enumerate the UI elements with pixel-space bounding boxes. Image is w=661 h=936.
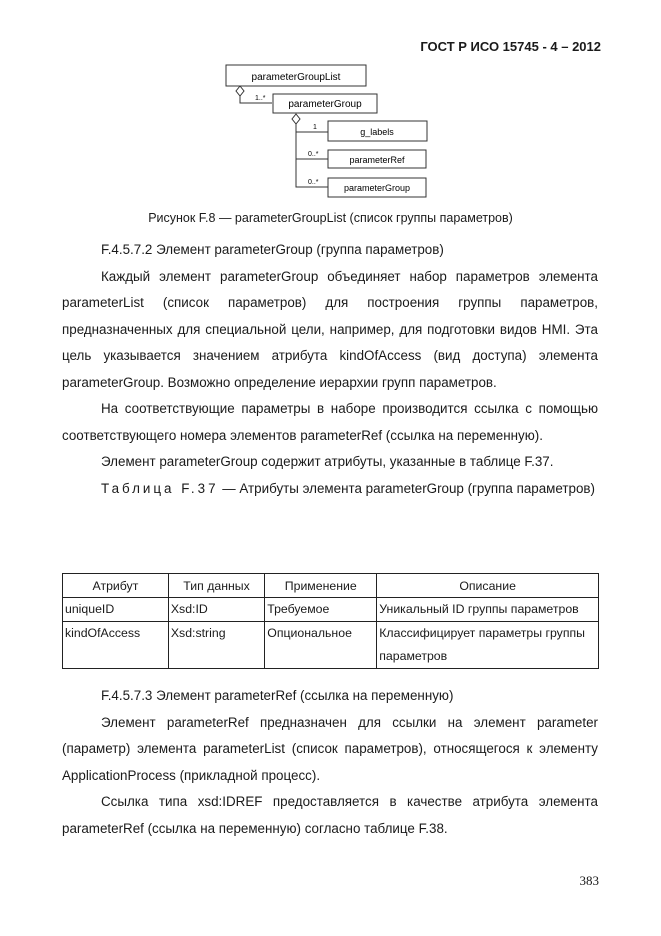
- page-number: 383: [579, 873, 599, 888]
- box-label-root: parameterGroupList: [251, 72, 341, 83]
- connector-group-labels: [296, 120, 328, 132]
- paragraph: Элемент parameterGroup содержит атрибуты, указанные в таблице F.37.: [101, 454, 554, 469]
- mult-subgroup: 0..*: [308, 179, 319, 186]
- paragraph: Каждый элемент parameterGroup объединяет набор параметров элемента parameterList (список параметров) для построения группы параметров, предназначенных для специальной цели, например, для подготовки видов HMI. Эта цель указывается значением атрибута kindOfAccess (вид доступа) элемента parameterGroup. Возможно определение иерархии групп параметров.: [62, 268, 598, 390]
- table-caption-label: Таблица F.37: [101, 480, 219, 496]
- table-header-cell: Описание: [377, 574, 599, 598]
- table-cell: Классифицирует параметры группы параметров: [377, 622, 599, 669]
- section-heading: F.4.5.7.2 Элемент parameterGroup (группа параметров): [101, 242, 444, 257]
- table-cell: kindOfAccess: [63, 622, 169, 669]
- box-label-labels: g_labels: [360, 127, 394, 137]
- table-row: [63, 622, 599, 669]
- table-header-row: [63, 574, 599, 598]
- document-header: ГОСТ Р ИСО 15745 - 4 – 2012: [420, 39, 601, 54]
- box-label-ref: parameterRef: [349, 155, 405, 165]
- table-header-cell: Тип данных: [168, 574, 264, 598]
- table-caption: [62, 476, 598, 503]
- attributes-table: [62, 573, 599, 669]
- table-row: [63, 598, 599, 622]
- paragraph: Ссылка типа xsd:IDREF предоставляется в качестве атрибута элемента parameterRef (ссылка на переменную) согласно таблице F.38.: [62, 794, 598, 836]
- mult-labels: 1: [313, 124, 317, 131]
- table-cell: Xsd:string: [168, 622, 264, 669]
- table-cell: Xsd:ID: [168, 598, 264, 622]
- mult-group: 1..*: [255, 95, 266, 102]
- section-parameter-group: [62, 237, 598, 502]
- box-label-subgroup: parameterGroup: [343, 183, 411, 193]
- section-parameter-ref: [62, 683, 598, 842]
- table-header-cell: Применение: [265, 574, 377, 598]
- table-cell: Опциональное: [265, 622, 377, 669]
- table-cell: uniqueID: [63, 598, 169, 622]
- paragraph: Элемент parameterRef предназначен для ссылки на элемент parameter (параметр) элемента parameterList (список параметров), относящегося к элементу ApplicationProcess (прикладной процесс).: [62, 714, 598, 783]
- box-label-group: parameterGroup: [288, 99, 362, 110]
- uml-diagram: [0, 0, 661, 210]
- paragraph: На соответствующие параметры в наборе производится ссылка с помощью соответствующего номера элементов parameterRef (ссылка на переменную).: [62, 401, 598, 443]
- section-heading: F.4.5.7.3 Элемент parameterRef (ссылка на переменную): [101, 688, 454, 703]
- aggregation-diamond-root: [236, 86, 244, 96]
- table-caption-text: — Атрибуты элемента parameterGroup (группа параметров): [218, 480, 595, 496]
- table-cell: Требуемое: [265, 598, 377, 622]
- mult-ref: 0..*: [308, 151, 319, 158]
- table-cell: Уникальный ID группы параметров: [377, 598, 599, 622]
- table-header-cell: Атрибут: [63, 574, 169, 598]
- aggregation-diamond-group: [292, 114, 300, 124]
- figure-caption: Рисунок F.8 — parameterGroupList (список группы параметров): [148, 211, 513, 225]
